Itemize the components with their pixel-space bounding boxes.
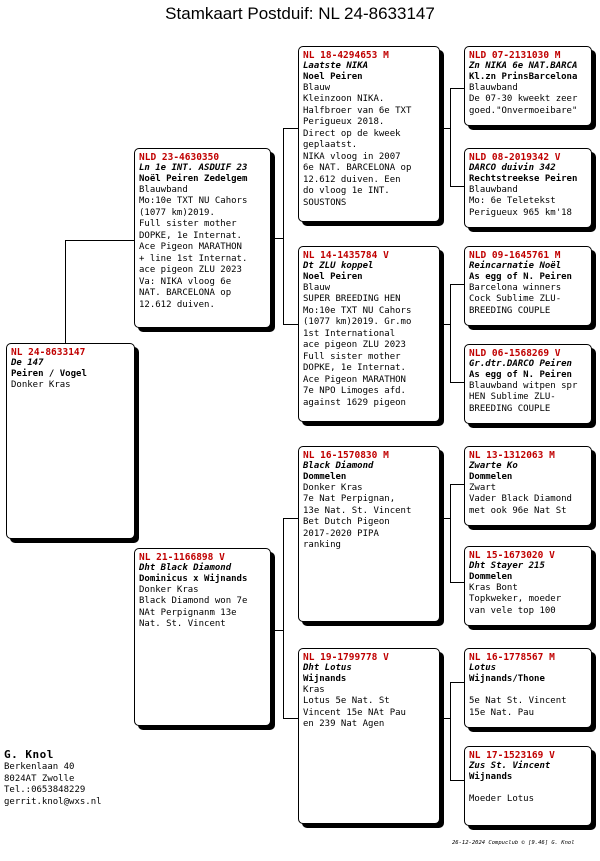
pigeon-notes: De 07-30 kweekt zeer goed."Onvermoeibare" <box>469 94 578 116</box>
pigeon-color: Blauw <box>303 283 331 293</box>
pigeon-card-mm <box>298 648 440 824</box>
pigeon-name: Reincarnatie Noël <box>469 261 562 271</box>
connector-to-mff <box>450 484 464 485</box>
pigeon-card-fm <box>298 246 440 422</box>
breeder-info <box>4 748 102 808</box>
pigeon-color: Donker Kras <box>11 380 71 390</box>
pigeon-card-mf <box>298 446 440 622</box>
pigeon-owner: Wijnands <box>469 772 513 782</box>
connector-mm-line <box>440 718 450 719</box>
pigeon-notes: Topkweker, moeder van vele top 100 <box>469 594 562 616</box>
connector-father-line <box>271 238 283 239</box>
pigeon-card-ff <box>298 46 440 222</box>
connector-to-father <box>65 240 136 241</box>
connector-mm-parents <box>450 682 451 780</box>
connector-to-ff <box>283 128 299 129</box>
pigeon-name: DARCO duivin 342 <box>469 163 556 173</box>
pigeon-owner: Dominicus x Wijnands <box>139 574 248 584</box>
pigeon-notes: SUPER BREEDING HEN Mo:10e TXT NU Cahors (1077 km)2019. Gr.mo 1st International ace pigeon ZLU 2023 Full sister mother DOPKE, 1e Internat. Ace Pigeon MARATHON 7e NPO Limoges afd. against 1629 pigeon <box>303 294 412 408</box>
pigeon-name: Laatste NIKA <box>303 61 369 71</box>
connector-ff-line <box>440 128 450 129</box>
pigeon-owner: As egg of N. Peiren <box>469 272 572 282</box>
pigeon-owner: Kl.zn PrinsBarcelona <box>469 72 578 82</box>
pigeon-notes: Kleinzoon NIKA. Halfbroer van 6e TXT Perigueux 2018. Direct op de kweek geplaatst. NIKA vloog in 2007 6e NAT. BARCELONA op 12.612 duiven. Een do vloog 1e INT. SOUSTONS <box>303 94 412 208</box>
connector-to-ffm <box>450 186 464 187</box>
pigeon-name: Zus St. Vincent <box>469 761 551 771</box>
pigeon-owner: Wijnands <box>303 674 347 684</box>
connector-to-fm <box>283 324 299 325</box>
breeder-city: 8024AT Zwolle <box>4 773 75 784</box>
pigeon-notes: Black Diamond won 7e NAt Perpignanm 13e Nat. St. Vincent <box>139 596 248 629</box>
pigeon-color: Zwart <box>469 483 497 493</box>
pigeon-color: Blauwband <box>469 185 518 195</box>
pigeon-owner: Rechtstreekse Peiren <box>469 174 578 184</box>
ring-number: NLD 08-2019342 V <box>469 152 561 163</box>
connector-to-mfm <box>450 582 464 583</box>
pigeon-card-mmf <box>464 648 592 728</box>
ring-number: NL 13-1312063 M <box>469 450 555 461</box>
ring-number: NLD 09-1645761 M <box>469 250 561 261</box>
connector-to-mmf <box>450 682 464 683</box>
pigeon-notes: Mo: 6e Teletekst Perigueux 965 km'18 <box>469 196 572 218</box>
ring-number: NL 18-4294653 M <box>303 50 389 61</box>
ring-number: NL 15-1673020 V <box>469 550 555 561</box>
pigeon-name: Black Diamond <box>303 461 374 471</box>
ring-number: NL 21-1166898 V <box>139 552 225 563</box>
connector-to-mf <box>283 518 299 519</box>
ring-number: NL 14-1435784 V <box>303 250 389 261</box>
pigeon-owner: Dommelen <box>469 472 513 482</box>
pigeon-color <box>469 783 587 794</box>
pigeon-name: Zwarte Ko <box>469 461 518 471</box>
pigeon-color <box>469 685 587 696</box>
pigeon-notes: Vader Black Diamond met ook 96e Nat St <box>469 494 572 516</box>
pigeon-owner: Noel Peiren <box>303 72 363 82</box>
pigeon-name: Dt ZLU koppel <box>303 261 374 271</box>
pigeon-color: Kras <box>303 685 325 695</box>
ring-number: NLD 07-2131030 M <box>469 50 561 61</box>
pigeon-card-mfm <box>464 546 592 626</box>
pigeon-name: Lotus <box>469 663 497 673</box>
pigeon-notes: Moeder Lotus <box>469 794 535 804</box>
pigeon-card-mff <box>464 446 592 526</box>
pigeon-owner: Noel Peiren <box>303 272 363 282</box>
pigeon-name: Zn NIKA 6e NAT.BARCA <box>469 61 578 71</box>
connector-mf-parents <box>450 484 451 582</box>
pigeon-name: De 147 <box>11 358 44 368</box>
pigeon-notes: 7e Nat Perpignan, 13e Nat. St. Vincent Bet Dutch Pigeon 2017-2020 PIPA ranking <box>303 494 412 550</box>
pigeon-color: Blauw <box>303 83 331 93</box>
connector-father-parents <box>283 128 284 324</box>
pigeon-name: Ln 1e INT. ASDUIF 23 <box>139 163 248 173</box>
connector-fm-parents <box>450 284 451 382</box>
connector-fm-line <box>440 324 450 325</box>
pigeon-name: Gr.dtr.DARCO Peiren <box>469 359 572 369</box>
pigeon-color: Donker Kras <box>303 483 363 493</box>
pigeon-owner: As egg of N. Peiren <box>469 370 572 380</box>
ring-number: NL 19-1799778 V <box>303 652 389 663</box>
pigeon-name: Dht Stayer 215 <box>469 561 545 571</box>
connector-ff-parents <box>450 88 451 186</box>
pigeon-card-mother <box>134 548 271 726</box>
pigeon-color: Donker Kras <box>139 585 199 595</box>
ring-number: NL 24-8633147 <box>11 347 86 358</box>
pigeon-name: Dht Black Diamond <box>139 563 232 573</box>
pigeon-color: Kras Bont <box>469 583 518 593</box>
pigeon-owner: Noël Peiren Zedelgem <box>139 174 248 184</box>
connector-to-fff <box>450 88 464 89</box>
pigeon-card-subject <box>6 343 135 539</box>
pigeon-card-mmm <box>464 746 592 826</box>
connector-to-mmm <box>450 780 464 781</box>
breeder-address: Berkenlaan 40 <box>4 762 75 772</box>
connector-mother-parents <box>283 518 284 718</box>
pigeon-card-fmm <box>464 344 592 424</box>
ring-number: NL 16-1570830 M <box>303 450 389 461</box>
breeder-name: G. Knol <box>4 748 54 761</box>
pigeon-card-fff <box>464 46 592 126</box>
pigeon-color: Blauwband <box>139 185 188 195</box>
pigeon-owner: Dommelen <box>469 572 513 582</box>
pigeon-name: Dht Lotus <box>303 663 352 673</box>
pigeon-notes: Cock Sublime ZLU- BREEDING COUPLE <box>469 294 562 316</box>
pigeon-card-father <box>134 148 271 328</box>
pigeon-owner: Peiren / Vogel <box>11 369 87 379</box>
connector-to-mm <box>283 718 299 719</box>
pigeon-card-ffm <box>464 148 592 228</box>
pigeon-color: Blauwband witpen spr <box>469 381 578 391</box>
pigeon-notes: Lotus 5e Nat. St Vincent 15e NAt Pau en 239 Nat Agen <box>303 696 406 729</box>
pigeon-notes: 5e Nat St. Vincent 15e Nat. Pau <box>469 696 567 718</box>
connector-mother-line <box>271 630 283 631</box>
pigeon-owner: Wijnands/Thone <box>469 674 545 684</box>
pigeon-card-fmf <box>464 246 592 326</box>
breeder-phone: Tel.:0653848229 <box>4 785 86 795</box>
breeder-email: gerrit.knol@wxs.nl <box>4 796 102 807</box>
pigeon-owner: Dommelen <box>303 472 347 482</box>
footer-credit: 26-12-2024 Compuclub © [9.46] G. Knol <box>452 840 575 846</box>
connector-to-fmm <box>450 382 464 383</box>
pigeon-color: Barcelona winners <box>469 283 562 293</box>
pigeon-color: Blauwband <box>469 83 518 93</box>
pigeon-notes: Mo:10e TXT NU Cahors (1077 km)2019. Full sister mother DOPKE, 1e Internat. Ace Pigeon MARATHON + line 1st Internat. ace pigeon ZLU 2023 Va: NIKA vloog 6e NAT. BARCELONA op 12.612 duiven. <box>139 196 248 310</box>
ring-number: NLD 06-1568269 V <box>469 348 561 359</box>
pigeon-notes: HEN Sublime ZLU- BREEDING COUPLE <box>469 392 556 414</box>
ring-number: NL 16-1778567 M <box>469 652 555 663</box>
ring-number: NLD 23-4630350 <box>139 152 220 163</box>
ring-number: NL 17-1523169 V <box>469 750 555 761</box>
page-title: Stamkaart Postduif: NL 24-8633147 <box>165 4 435 23</box>
connector-mf-line <box>440 518 450 519</box>
connector-to-fmf <box>450 284 464 285</box>
